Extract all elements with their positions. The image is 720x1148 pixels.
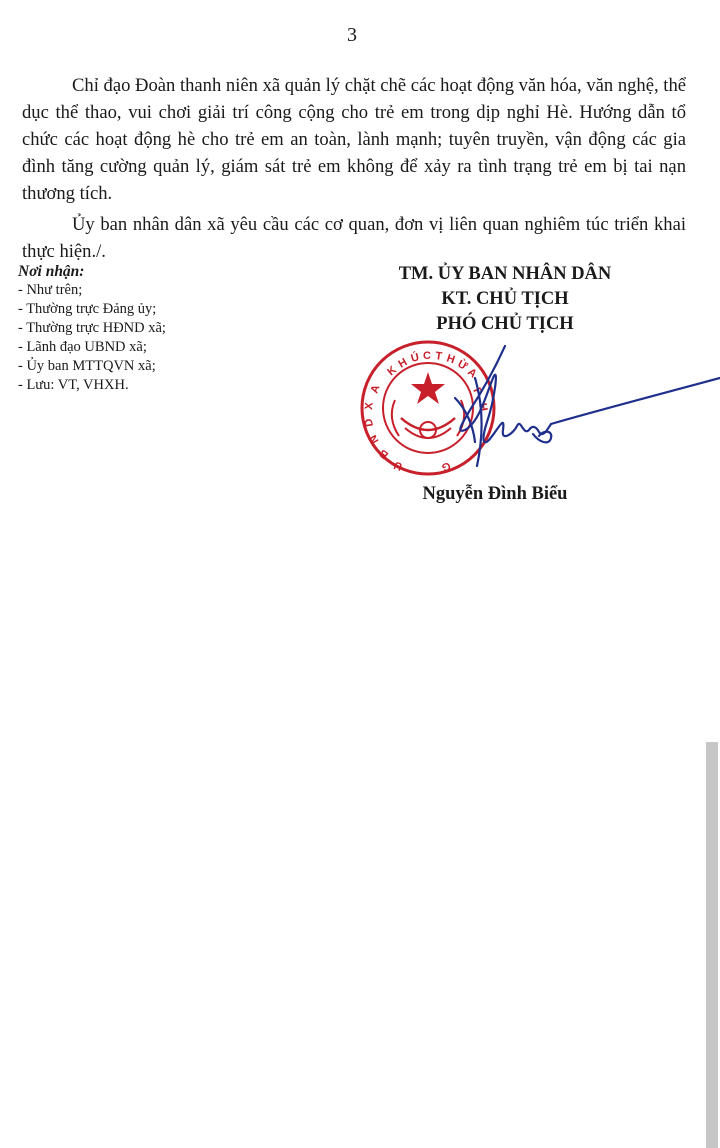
signer-name: Nguyễn Đình Biểu <box>422 484 568 504</box>
page-number: 3 <box>347 24 357 46</box>
recipients-title: Nơi nhận: <box>18 263 85 280</box>
scrollbar[interactable] <box>706 742 718 1148</box>
svg-text:A: A <box>465 366 479 381</box>
signature-block <box>360 262 650 337</box>
svg-text:G: G <box>439 459 453 474</box>
signature-title-line-3: PHÓ CHỦ TỊCH <box>436 314 574 334</box>
svg-text:H: H <box>445 352 457 367</box>
body-paragraph-2: Ủy ban nhân dân xã yêu cầu các cơ quan, đơn vị liên quan nghiêm túc triển khai thực hiện./. <box>22 214 686 262</box>
svg-text:B: B <box>377 446 391 461</box>
seal-star-icon <box>411 372 445 404</box>
svg-text:A: A <box>368 383 383 396</box>
svg-text:Ừ: Ừ <box>455 358 470 373</box>
document-body <box>22 72 686 269</box>
svg-text:X: X <box>363 401 376 411</box>
svg-text:T: T <box>434 350 443 363</box>
seal-lettering <box>363 350 490 473</box>
body-paragraph-1: Chỉ đạo Đoàn thanh niên xã quản lý chặt chẽ các hoạt động văn hóa, văn nghệ, thể dục thể thao, vui chơi giải trí công cộng cho trẻ em trong dịp nghỉ Hè. Hướng dẫn tổ chức các hoạt động hè cho trẻ em an toàn, lành mạnh; tuyên truyền, vận động các gia đình tăng cường quản lý, giám sát trẻ em không để xảy ra tình trạng trẻ em bị tai nạn thương tích. <box>22 75 686 204</box>
svg-text:K: K <box>385 363 400 379</box>
official-stamp-and-signature <box>355 338 720 478</box>
signature-title-line-1: TM. ỦY BAN NHÂN DÂN <box>398 264 612 284</box>
svg-text:N: N <box>367 432 382 446</box>
svg-text:D: D <box>362 417 376 428</box>
svg-text:P: P <box>470 385 485 398</box>
recipient-item: - Ủy ban MTTQVN xã; <box>18 358 156 374</box>
recipient-item: - Lãnh đạo UBND xã; <box>18 339 147 355</box>
recipients-list <box>18 281 318 395</box>
signature-title-line-2: KT. CHỦ TỊCH <box>441 289 569 309</box>
svg-text:U: U <box>392 458 405 473</box>
stamp-signature-graphic <box>355 338 720 478</box>
recipient-item: - Thường trực Đảng ủy; <box>18 301 157 317</box>
recipient-item: - Như trên; <box>18 282 83 298</box>
svg-text:H: H <box>476 402 490 413</box>
svg-text:Ú: Ú <box>409 351 421 365</box>
recipient-item: - Thường trực HĐND xã; <box>18 320 166 336</box>
svg-text:C: C <box>423 350 431 362</box>
recipients-block <box>18 262 318 395</box>
recipient-item: - Lưu: VT, VHXH. <box>18 377 129 393</box>
svg-text:H: H <box>396 356 410 371</box>
